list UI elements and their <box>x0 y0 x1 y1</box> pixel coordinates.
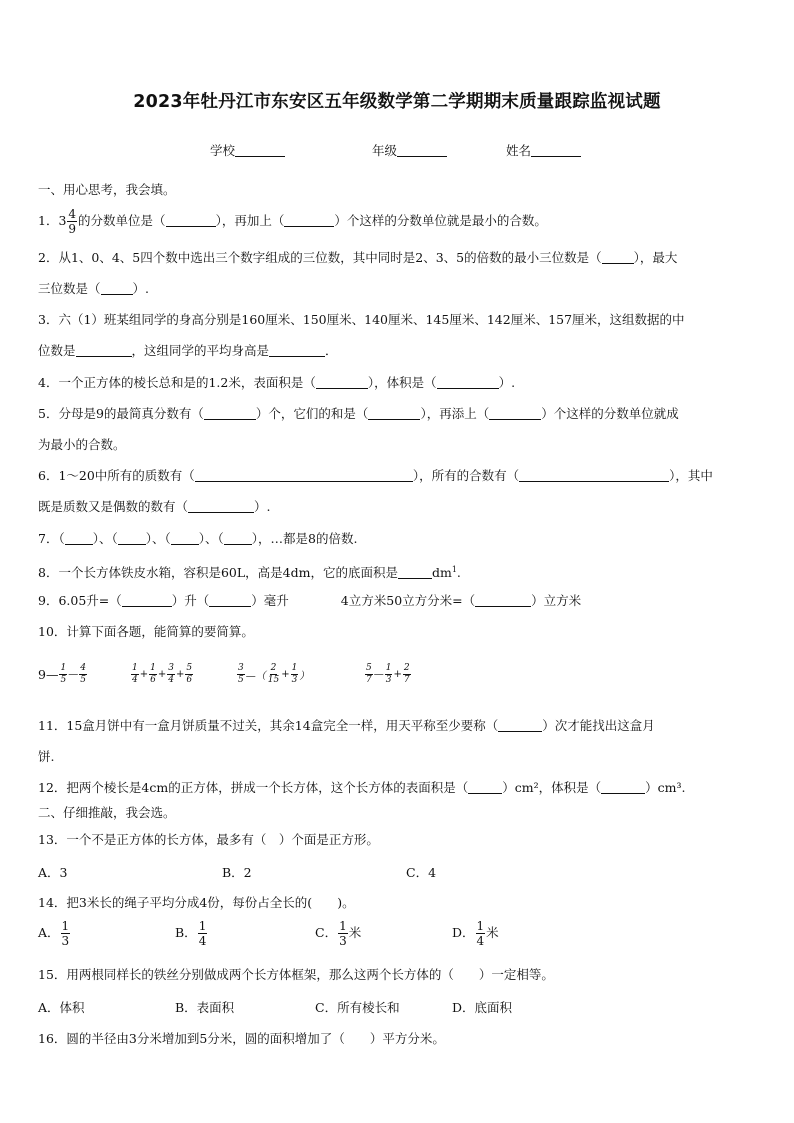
q13-option-c: C．4 <box>406 865 437 880</box>
calc-expression-4: 5 7 — 1 3 + $\frac{2}{7}$ <box>366 663 410 685</box>
question-10: 10．计算下面各题，能简算的要简算。 <box>38 624 254 639</box>
q15-option-c: C．所有棱长和 <box>315 1000 400 1015</box>
question-13: 13．一个不是正方体的长方体，最多有（ ）个面是正方形。 <box>38 832 379 847</box>
section-two-heading: 二、仔细推敲，我会选。 <box>38 805 176 820</box>
question-5-cont: 为最小的合数。 <box>38 437 126 452</box>
q13-option-a: A．3 <box>38 865 68 880</box>
name-label: 姓名 <box>506 143 532 158</box>
q15-option-b: B．表面积 <box>175 1000 235 1015</box>
question-11: 11．15盒月饼中有一盒月饼质量不过关，其余14盒完全一样，用天平称至少要称（ ）次才能找出这盒月 <box>38 718 655 733</box>
exam-title: 2023年牡丹江市东安区五年级数学第二学期期末质量跟踪监视试题 <box>133 92 661 112</box>
question-4: 4．一个正方体的棱长总和是的1.2米，表面积是（ ），体积是（ ）. <box>38 375 516 390</box>
question-2: 2．从1、0、4、5四个数中选出三个数字组成的三位数，其中同时是2、3、5的倍数的最小三位数是（ ），最大 <box>38 250 678 265</box>
question-11-cont: 饼. <box>38 749 55 764</box>
q14-option-b: B． $\frac{1}{4}$ <box>175 919 207 948</box>
q14-option-c: C． $\frac{1}{3}$ 米 <box>315 919 362 948</box>
question-6: 6．1～20中所有的质数有（ ），所有的合数有（ ），其中 <box>38 468 713 483</box>
q13-option-b: B．2 <box>222 865 252 880</box>
calc-expression-2: 1 4 + $\frac{1}{6}$ + $\frac{3}{4}$ + $\frac{5}{6}$ <box>132 663 193 685</box>
question-16: 16．圆的半径由3分米增加到5分米，圆的面积增加了（ ）平方分米。 <box>38 1031 445 1046</box>
school-blank <box>235 142 285 157</box>
school-label: 学校 <box>210 143 236 158</box>
school-field <box>210 141 285 159</box>
q15-option-d: D．底面积 <box>452 1000 513 1015</box>
section-one-heading: 一、用心思考，我会填。 <box>38 182 176 197</box>
question-5: 5．分母是9的最简真分数有（ ）个，它们的和是（ ），再添上（ ）个这样的分数单位就成 <box>38 406 679 421</box>
grade-field <box>372 141 447 159</box>
question-2-cont: 三位数是（ ）. <box>38 281 149 296</box>
grade-label: 年级 <box>372 143 398 158</box>
question-15: 15．用两根同样长的铁丝分别做成两个长方体框架，那么这两个长方体的（ ）一定相等。 <box>38 967 554 982</box>
question-6-cont: 既是质数又是偶数的数有（ ）. <box>38 499 271 514</box>
q14-option-a: A． $\frac{1}{3}$ <box>38 919 70 948</box>
calc-expression-1: 9— 1 5 — 4 5 <box>38 663 86 685</box>
question-7: 7．（ ）、（ ）、（ ）、（ ），…都是8的倍数. <box>38 531 358 546</box>
q15-option-a: A．体积 <box>38 1000 85 1015</box>
question-14: 14．把3米长的绳子平均分成4份，每份占全长的( )。 <box>38 895 355 910</box>
q14-option-d: D． $\frac{1}{4}$ 米 <box>452 919 499 948</box>
calc-expression-3: 3 5 —（ 2 15 + $\frac{1}{3}$ ） <box>238 663 310 685</box>
name-field <box>506 141 581 159</box>
question-8: 8．一个长方体铁皮水箱，容积是60L，高是4dm，它的底面积是 $dm^1$. <box>38 565 461 581</box>
question-3: 3．六（1）班某组同学的身高分别是160厘米、150厘米、140厘米、145厘米、142厘米、157厘米，这组数据的中 <box>38 312 685 327</box>
question-1: 1．3 $\frac{4}{9}$ 的分数单位是（ ），再加上（ ）个这样的分数单位就是最小的合数。 <box>38 207 547 236</box>
question-9: 9．6.05升=（ ）升（ ）毫升 4立方米50立方分米=（ ）立方米 <box>38 593 582 608</box>
name-blank <box>531 142 581 157</box>
question-12: 12．把两个棱长是4cm的正方体，拼成一个长方体，这个长方体的表面积是（ ）cm²，体积是（ ）cm³. <box>38 780 686 795</box>
question-3-cont: 位数是 ，这组同学的平均身高是 ． <box>38 343 338 358</box>
grade-blank <box>397 142 447 157</box>
